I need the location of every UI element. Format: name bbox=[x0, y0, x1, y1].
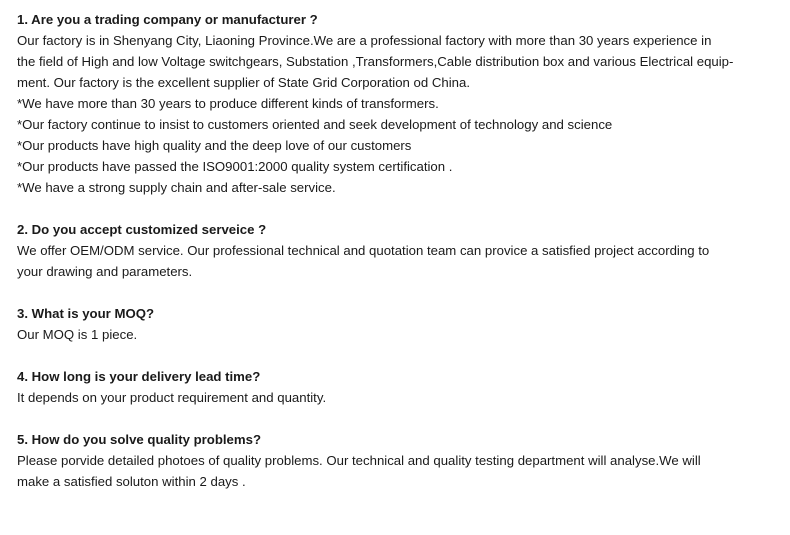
faq-answer-line: *Our products have high quality and the deep love of our customers bbox=[17, 138, 412, 153]
faq-answer-line: *Our products have passed the ISO9001:2000 quality system certification . bbox=[17, 159, 453, 174]
faq-question-3: 3. What is your MOQ? bbox=[17, 306, 155, 321]
faq-answer-line: make a satisfied soluton within 2 days . bbox=[17, 474, 246, 489]
faq-question-4: 4. How long is your delivery lead time? bbox=[17, 369, 261, 384]
faq-answer-line: Our factory is in Shenyang City, Liaoning Province.We are a professional factory with more than 30 years experience in bbox=[17, 33, 712, 48]
faq-question-5: 5. How do you solve quality problems? bbox=[17, 432, 262, 447]
faq-answer-line: It depends on your product requirement and quantity. bbox=[17, 390, 327, 405]
faq-item-4 bbox=[17, 366, 779, 408]
faq-answer-line: *We have more than 30 years to produce different kinds of transformers. bbox=[17, 96, 439, 111]
faq-answer-line: the field of High and low Voltage switchgears, Substation ,Transformers,Cable distribution box and various Electrical equip- bbox=[17, 54, 734, 69]
faq-item-3 bbox=[17, 303, 779, 345]
faq-answer-line: *We have a strong supply chain and after-sale service. bbox=[17, 180, 336, 195]
faq-answer-line: *Our factory continue to insist to customers oriented and seek development of technology and science bbox=[17, 117, 613, 132]
faq-answer-line: Our MOQ is 1 piece. bbox=[17, 327, 138, 342]
faq-document bbox=[17, 9, 779, 513]
faq-item-5 bbox=[17, 429, 779, 492]
faq-item-2 bbox=[17, 219, 779, 282]
faq-answer-line: ment. Our factory is the excellent supplier of State Grid Corporation od China. bbox=[17, 75, 470, 90]
faq-answer-line: We offer OEM/ODM service. Our professional technical and quotation team can provice a satisfied project according to bbox=[17, 243, 710, 258]
faq-item-1 bbox=[17, 9, 779, 198]
faq-answer-line: Please porvide detailed photoes of quality problems. Our technical and quality testing department will analyse.We will bbox=[17, 453, 701, 468]
faq-question-2: 2. Do you accept customized serveice ? bbox=[17, 222, 267, 237]
faq-question-1: 1. Are you a trading company or manufacturer ? bbox=[17, 12, 318, 27]
faq-answer-line: your drawing and parameters. bbox=[17, 264, 193, 279]
